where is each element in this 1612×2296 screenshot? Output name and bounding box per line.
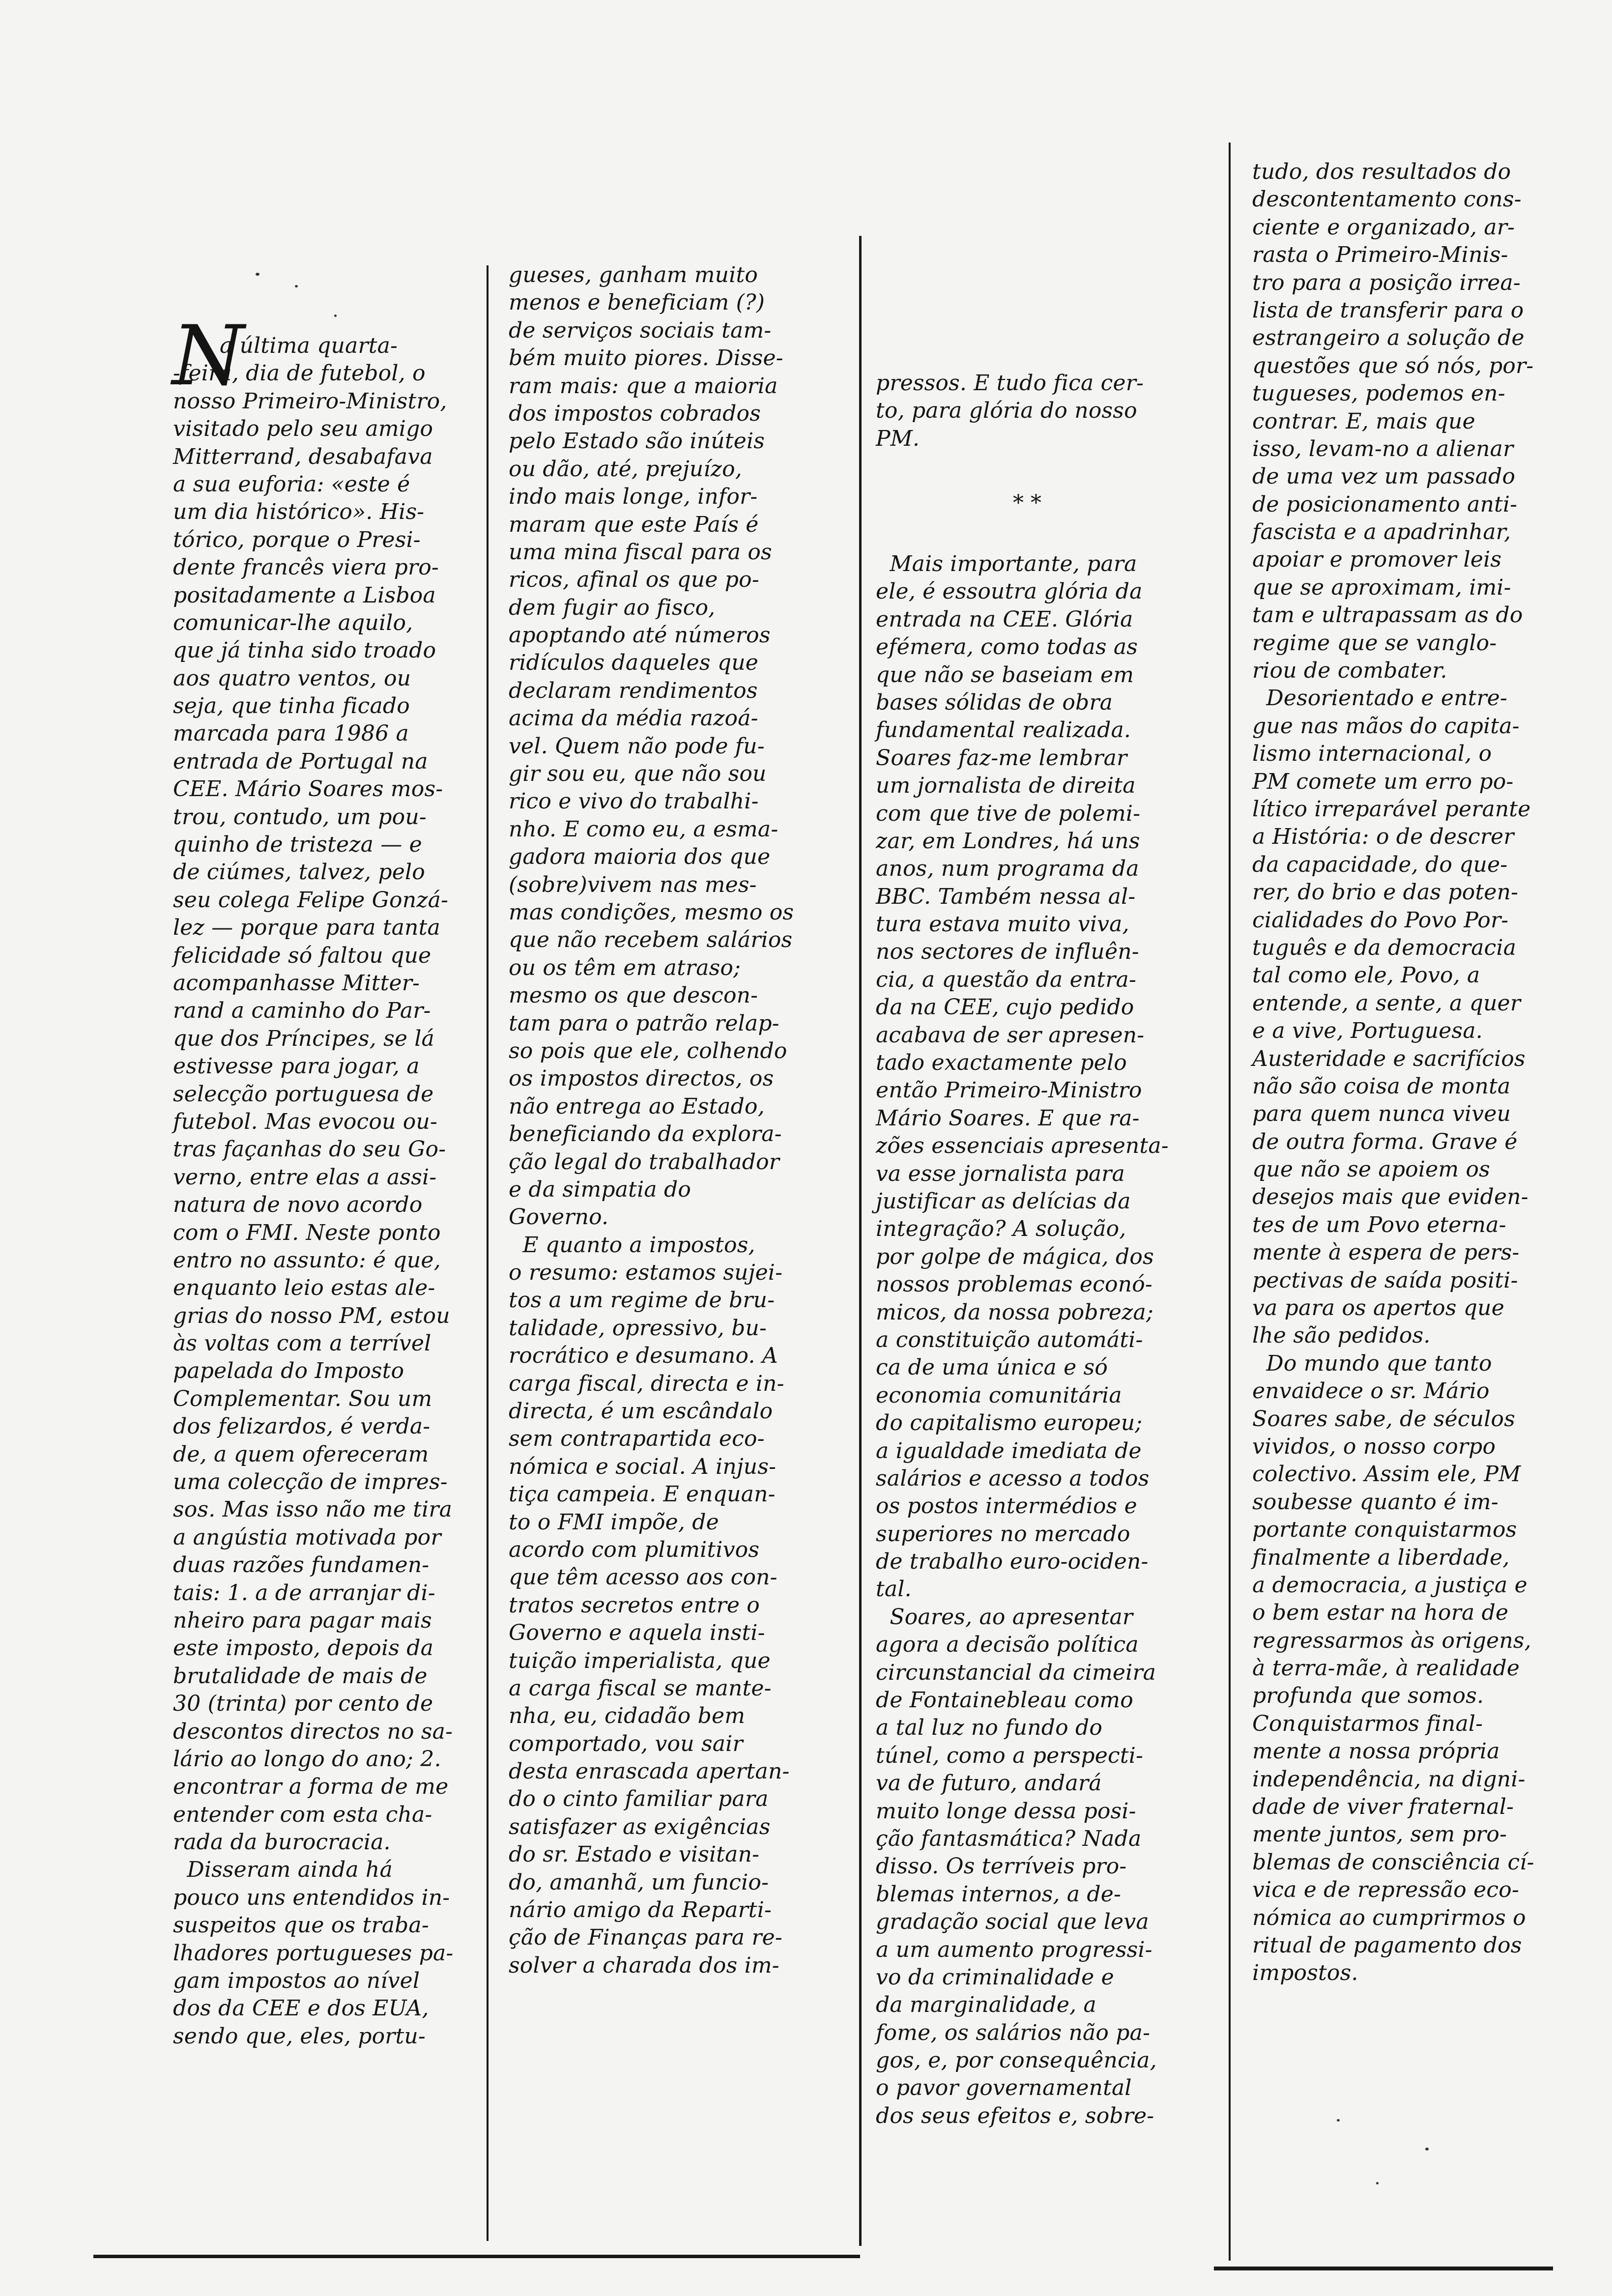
text-line: indo mais longe, infor- bbox=[509, 484, 758, 510]
text-line: Soares, ao apresentar bbox=[876, 1604, 1133, 1630]
text-line: e a vive, Portuguesa. bbox=[1252, 1018, 1483, 1044]
text-line: de trabalho euro-ociden- bbox=[876, 1549, 1149, 1575]
text-line: de posicionamento anti- bbox=[1252, 491, 1518, 517]
text-line: profunda que somos. bbox=[1252, 1683, 1484, 1709]
text-line: nos sectores de influên- bbox=[876, 939, 1139, 965]
text-line: soubesse quanto é im- bbox=[1252, 1489, 1498, 1515]
text-line: a História: o de descrer bbox=[1252, 824, 1514, 850]
text-line: Governo. bbox=[509, 1205, 609, 1230]
text-line: gos, e, por consequência, bbox=[876, 2048, 1157, 2073]
text-line: dos da CEE e dos EUA, bbox=[173, 1996, 429, 2021]
text-line: portante conquistarmos bbox=[1252, 1517, 1517, 1543]
text-line: va de futuro, andará bbox=[876, 1771, 1102, 1796]
text-line: túnel, como a perspecti- bbox=[876, 1743, 1144, 1768]
text-line: a um aumento progressi- bbox=[876, 1937, 1152, 1962]
text-line: ou dão, até, prejuízo, bbox=[509, 456, 742, 482]
text-line: acordo com plumitivos bbox=[509, 1537, 760, 1562]
text-line: anos, num programa da bbox=[876, 856, 1139, 882]
text-line: do sr. Estado e visitan- bbox=[509, 1842, 760, 1867]
text-line: futebol. Mas evocou ou- bbox=[173, 1109, 438, 1134]
scan-speck bbox=[256, 273, 259, 276]
text-line: os postos intermédios e bbox=[876, 1493, 1137, 1519]
text-line: o bem estar na hora de bbox=[1252, 1600, 1509, 1626]
text-line: gradação social que leva bbox=[876, 1909, 1149, 1935]
text-line: uma mina fiscal para os bbox=[509, 539, 772, 565]
text-line: economia comunitária bbox=[876, 1382, 1122, 1408]
scan-speck bbox=[334, 315, 337, 317]
text-line: à terra-mãe, à realidade bbox=[1252, 1656, 1520, 1681]
text-line: micos, da nossa pobreza; bbox=[876, 1299, 1154, 1325]
text-line: beneficiando da explora- bbox=[509, 1121, 782, 1147]
text-line: a sua euforia: «este é bbox=[173, 471, 410, 497]
text-line: lista de transferir para o bbox=[1252, 297, 1524, 323]
text-line: impostos. bbox=[1252, 1960, 1358, 1986]
text-line: questões que só nós, por- bbox=[1252, 353, 1534, 378]
text-line: entrada de Portugal na bbox=[173, 748, 428, 774]
text-line: mente à espera de pers- bbox=[1252, 1240, 1520, 1265]
text-line: estrangeiro a solução de bbox=[1252, 325, 1525, 351]
text-line: blemas internos, a de- bbox=[876, 1881, 1122, 1907]
text-line: marcada para 1986 a bbox=[173, 721, 409, 746]
text-line: encontrar a forma de me bbox=[173, 1774, 449, 1800]
text-line: mente juntos, sem pro- bbox=[1252, 1822, 1507, 1847]
text-line: independência, na digni- bbox=[1252, 1766, 1526, 1792]
text-line: bém muito piores. Disse- bbox=[509, 345, 783, 371]
text-line: que já tinha sido troado bbox=[173, 638, 436, 663]
text-line: o pavor governamental bbox=[876, 2075, 1132, 2101]
text-line: dente francês viera pro- bbox=[173, 555, 439, 580]
text-line: pressos. E tudo fica cer- bbox=[876, 371, 1144, 396]
text-line: tal como ele, Povo, a bbox=[1252, 963, 1480, 988]
text-line: que se aproximam, imi- bbox=[1252, 574, 1511, 600]
text-line: tal. bbox=[876, 1577, 912, 1602]
text-line: positadamente a Lisboa bbox=[173, 582, 436, 608]
text-line: às voltas com a terrível bbox=[173, 1331, 432, 1356]
text-line: tura estava muito viva, bbox=[876, 912, 1129, 937]
scan-speck bbox=[295, 285, 298, 287]
text-line: com o FMI. Neste ponto bbox=[173, 1220, 441, 1245]
text-line: seu colega Felipe Gonzá- bbox=[173, 887, 449, 913]
text-line: nho. E como eu, a esma- bbox=[509, 816, 778, 842]
text-line: -feira, dia de futebol, o bbox=[173, 361, 426, 386]
text-line: zar, em Londres, há uns bbox=[876, 828, 1140, 854]
text-line: so pois que ele, colhendo bbox=[509, 1038, 787, 1063]
text-line: tugueses, podemos en- bbox=[1252, 381, 1505, 406]
text-line: Mitterrand, desabafava bbox=[173, 444, 433, 469]
text-line: ridículos daqueles que bbox=[509, 650, 759, 676]
text-line: solver a charada dos im- bbox=[509, 1952, 779, 1978]
text-line: pelo Estado são inúteis bbox=[509, 429, 765, 454]
scan-speck bbox=[1376, 2182, 1379, 2184]
text-line: um dia histórico». His- bbox=[173, 499, 425, 525]
text-line: (sobre)vivem nas mes- bbox=[509, 872, 757, 897]
text-line: comunicar-lhe aquilo, bbox=[173, 610, 413, 635]
text-line: que não recebem salários bbox=[509, 927, 793, 953]
article-column-2 bbox=[509, 261, 833, 1980]
text-line: de serviços sociais tam- bbox=[509, 317, 772, 343]
text-line: estivesse para jogar, a bbox=[173, 1054, 420, 1079]
text-line: tos a um regime de bru- bbox=[509, 1288, 775, 1313]
text-line: Disseram ainda há bbox=[173, 1857, 393, 1883]
text-line: Complementar. Sou um bbox=[173, 1386, 432, 1411]
text-line: nosso Primeiro-Ministro, bbox=[173, 388, 447, 414]
text-line: ram mais: que a maioria bbox=[509, 373, 778, 399]
text-line: justificar as delícias da bbox=[876, 1188, 1131, 1214]
text-line: verno, entre elas a assi- bbox=[173, 1164, 437, 1190]
text-line: rocrático e desumano. A bbox=[509, 1343, 778, 1369]
text-line: colectivo. Assim ele, PM bbox=[1252, 1462, 1521, 1487]
text-line: entender com esta cha- bbox=[173, 1802, 432, 1827]
text-line: tro para a posição irrea- bbox=[1252, 270, 1521, 295]
text-line: cialidades do Povo Por- bbox=[1252, 907, 1509, 933]
text-line: ciente e organizado, ar- bbox=[1252, 214, 1515, 240]
text-line: de, a quem ofereceram bbox=[173, 1441, 429, 1467]
text-line: efémera, como todas as bbox=[876, 634, 1138, 660]
text-line: to o FMI impõe, de bbox=[509, 1509, 719, 1535]
text-line: ção de Finanças para re- bbox=[509, 1925, 782, 1951]
text-line: comportado, vou sair bbox=[509, 1731, 743, 1756]
text-line: contrar. E, mais que bbox=[1252, 408, 1475, 434]
text-line: gueses, ganham muito bbox=[509, 262, 758, 287]
text-line: Do mundo que tanto bbox=[1252, 1350, 1492, 1376]
text-line: que não se apoiem os bbox=[1252, 1157, 1490, 1182]
text-line: enquanto leio estas ale- bbox=[173, 1275, 435, 1301]
text-line: ele, é essoutra glória da bbox=[876, 579, 1143, 604]
text-line: to, para glória do nosso bbox=[876, 398, 1137, 424]
text-line: disso. Os terríveis pro- bbox=[876, 1854, 1127, 1879]
section-separator: * * bbox=[1013, 490, 1041, 516]
text-line: que têm acesso aos con- bbox=[509, 1565, 777, 1590]
text-line: isso, levam-no a alienar bbox=[1252, 436, 1514, 461]
text-line: fundamental realizada. bbox=[876, 718, 1131, 743]
text-line: suspeitos que os traba- bbox=[173, 1913, 429, 1938]
text-line: entrada na CEE. Glória bbox=[876, 606, 1133, 632]
text-line: de outra forma. Grave é bbox=[1252, 1129, 1518, 1154]
text-line: satisfazer as exigências bbox=[509, 1814, 771, 1839]
text-line: para quem nunca viveu bbox=[1252, 1101, 1511, 1127]
text-line: a constituição automáti- bbox=[876, 1327, 1143, 1352]
bottom-rule bbox=[93, 2255, 860, 2258]
text-line: a angústia motivada por bbox=[173, 1524, 441, 1550]
text-line: duas razões fundamen- bbox=[173, 1552, 430, 1578]
text-line: não são coisa de monta bbox=[1252, 1073, 1511, 1099]
text-line: acima da média razoá- bbox=[509, 706, 758, 731]
text-line: nha, eu, cidadão bem bbox=[509, 1703, 746, 1729]
text-line: pouco uns entendidos in- bbox=[173, 1885, 450, 1910]
text-line: 30 (trinta) por cento de bbox=[173, 1691, 433, 1717]
text-line: maram que este País é bbox=[509, 512, 759, 537]
text-line: tórico, porque o Presi- bbox=[173, 527, 421, 552]
text-line: do o cinto familiar para bbox=[509, 1786, 769, 1812]
text-line: entende, a sente, a quer bbox=[1252, 990, 1521, 1016]
text-line: carga fiscal, directa e in- bbox=[509, 1371, 784, 1396]
text-line: Mais importante, para bbox=[876, 551, 1137, 576]
text-line: por golpe de mágica, dos bbox=[876, 1244, 1154, 1269]
text-line: tiça campeia. E enquan- bbox=[509, 1482, 776, 1507]
text-line: seja, que tinha ficado bbox=[173, 693, 410, 719]
text-line: ção legal do trabalhador bbox=[509, 1149, 780, 1175]
text-line: bases sólidas de obra bbox=[876, 689, 1113, 715]
text-line: Desorientado e entre- bbox=[1252, 686, 1508, 711]
text-line: papelada do Imposto bbox=[173, 1358, 404, 1384]
text-line: dos impostos cobrados bbox=[509, 401, 761, 426]
text-line: BBC. Também nessa al- bbox=[876, 884, 1136, 909]
text-line: de uma vez um passado bbox=[1252, 464, 1516, 489]
text-line: regime que se vanglo- bbox=[1252, 630, 1497, 656]
text-line: nheiro para pagar mais bbox=[173, 1607, 432, 1633]
text-line: directa, é um escândalo bbox=[509, 1399, 773, 1424]
drop-cap: N bbox=[172, 308, 244, 404]
text-line: declaram rendimentos bbox=[509, 678, 758, 703]
text-line: superiores no mercado bbox=[876, 1521, 1130, 1547]
text-line: de ciúmes, talvez, pelo bbox=[173, 860, 425, 885]
text-line: sendo que, eles, portu- bbox=[173, 2023, 426, 2049]
text-line: menos e beneficiam (?) bbox=[509, 290, 765, 316]
text-line: va para os apertos que bbox=[1252, 1295, 1504, 1321]
text-line: apoiar e promover leis bbox=[1252, 547, 1502, 573]
text-line: a carga fiscal se mante- bbox=[509, 1675, 772, 1701]
text-line: aos quatro ventos, ou bbox=[173, 665, 411, 691]
text-line: descontentamento cons- bbox=[1252, 187, 1522, 212]
text-line: circunstancial da cimeira bbox=[876, 1660, 1156, 1685]
text-line: fascista e a apadrinhar, bbox=[1252, 519, 1511, 545]
text-line: nossos problemas econó- bbox=[876, 1272, 1153, 1297]
text-line: rico e vivo do trabalhi- bbox=[509, 789, 759, 814]
text-line: desejos mais que eviden- bbox=[1252, 1184, 1528, 1210]
text-line: mente a nossa própria bbox=[1252, 1739, 1500, 1764]
text-line: do capitalismo europeu; bbox=[876, 1410, 1143, 1436]
text-line: ricos, afinal os que po- bbox=[509, 567, 759, 593]
text-line: dade de viver fraternal- bbox=[1252, 1794, 1514, 1820]
text-line: nário amigo da Reparti- bbox=[509, 1897, 772, 1923]
text-line: tuição imperialista, que bbox=[509, 1648, 771, 1673]
column-rule bbox=[487, 265, 489, 2241]
text-line: a democracia, a justiça e bbox=[1252, 1572, 1527, 1598]
text-line: va esse jornalista para bbox=[876, 1161, 1125, 1186]
column-rule bbox=[1229, 143, 1231, 2261]
text-line: dem fugir ao fisco, bbox=[509, 595, 716, 620]
text-line: blemas de consciência cí- bbox=[1252, 1849, 1534, 1875]
text-line: mas condições, mesmo os bbox=[509, 899, 794, 925]
text-line: grias do nosso PM, estou bbox=[173, 1303, 450, 1328]
text-line: trou, contudo, um pou- bbox=[173, 804, 427, 830]
text-line: fome, os salários não pa- bbox=[876, 2020, 1151, 2045]
text-line: lismo internacional, o bbox=[1252, 741, 1492, 767]
text-line: ca de uma única e só bbox=[876, 1355, 1108, 1380]
bottom-rule bbox=[1214, 2267, 1553, 2270]
text-line: riou de combater. bbox=[1252, 658, 1447, 684]
text-line: lhe são pedidos. bbox=[1252, 1323, 1431, 1349]
text-line: Conquistarmos final- bbox=[1252, 1711, 1483, 1736]
text-line: gadora maioria dos que bbox=[509, 844, 771, 870]
text-line: selecção portuguesa de bbox=[173, 1081, 434, 1107]
text-line: Austeridade e sacrifícios bbox=[1252, 1046, 1526, 1071]
text-line: E quanto a impostos, bbox=[509, 1232, 755, 1258]
text-line: finalmente a liberdade, bbox=[1252, 1545, 1510, 1570]
text-line: agora a decisão política bbox=[876, 1632, 1139, 1658]
text-line: ritual de pagamento dos bbox=[1252, 1933, 1522, 1958]
text-line: o resumo: estamos sujei- bbox=[509, 1260, 783, 1286]
text-line: zões essenciais apresenta- bbox=[876, 1133, 1169, 1159]
text-line: vica e de repressão eco- bbox=[1252, 1877, 1520, 1903]
text-line: tuguês e da democracia bbox=[1252, 935, 1517, 960]
text-line: que dos Príncipes, se lá bbox=[173, 1026, 434, 1051]
text-line: CEE. Mário Soares mos- bbox=[173, 776, 443, 802]
text-line: Soares sabe, de séculos bbox=[1252, 1406, 1516, 1432]
text-line: lez — porque para tanta bbox=[173, 915, 440, 941]
text-line: com que tive de polemi- bbox=[876, 801, 1141, 826]
text-line: do, amanhã, um funcio- bbox=[509, 1869, 769, 1895]
text-line: a tal luz no fundo do bbox=[876, 1715, 1103, 1741]
text-line: tes de um Povo eterna- bbox=[1252, 1212, 1506, 1237]
text-line: tam para o patrão relap- bbox=[509, 1010, 779, 1036]
text-line: mesmo os que descon- bbox=[509, 983, 758, 1008]
article-column-3-intro bbox=[876, 370, 1200, 453]
text-line: rer, do brio e das poten- bbox=[1252, 880, 1519, 905]
text-line: vo da criminalidade e bbox=[876, 1964, 1114, 1990]
text-line: tado exactamente pelo bbox=[876, 1050, 1127, 1076]
article-column-1 bbox=[173, 332, 463, 2050]
text-line: pectivas de saída positi- bbox=[1252, 1267, 1518, 1293]
text-line: tais: 1. a de arranjar di- bbox=[173, 1580, 435, 1606]
scan-speck bbox=[1425, 2148, 1429, 2151]
text-line: PM comete um erro po- bbox=[1252, 769, 1514, 794]
text-line: dos seus efeitos e, sobre- bbox=[876, 2103, 1154, 2128]
text-line: nómica ao cumprirmos o bbox=[1252, 1905, 1526, 1930]
text-line: gir sou eu, que não sou bbox=[509, 761, 767, 787]
scan-speck bbox=[1337, 2119, 1340, 2122]
text-line: gue nas mãos do capita- bbox=[1252, 713, 1520, 739]
text-line: da na CEE, cujo pedido bbox=[876, 995, 1134, 1020]
text-line: integração? A solução, bbox=[876, 1216, 1126, 1242]
text-line: desta enrascada apertan- bbox=[509, 1759, 790, 1784]
text-line: felicidade só faltou que bbox=[173, 943, 432, 968]
text-line: visitado pelo seu amigo bbox=[173, 416, 433, 442]
text-line: rasta o Primeiro-Minis- bbox=[1252, 242, 1508, 268]
text-line: da capacidade, do que- bbox=[1252, 852, 1508, 877]
text-line: cia, a questão da entra- bbox=[876, 967, 1137, 992]
text-line: tratos secretos entre o bbox=[509, 1592, 760, 1618]
article-column-4 bbox=[1252, 158, 1547, 1987]
text-line: uma colecção de impres- bbox=[173, 1469, 448, 1495]
text-line: Governo e aquela insti- bbox=[509, 1620, 765, 1646]
text-line: sos. Mas isso não me tira bbox=[173, 1497, 452, 1522]
text-line: Mário Soares. E que ra- bbox=[876, 1105, 1140, 1131]
text-line: ção fantasmática? Nada bbox=[876, 1826, 1142, 1851]
text-line: tudo, dos resultados do bbox=[1252, 159, 1511, 184]
text-line: descontos directos no sa- bbox=[173, 1719, 453, 1744]
text-line: acabava de ser apresen- bbox=[876, 1022, 1145, 1048]
text-line: acompanhasse Mitter- bbox=[173, 970, 420, 996]
text-line: PM. bbox=[876, 426, 920, 451]
text-line: lário ao longo do ano; 2. bbox=[173, 1746, 441, 1772]
text-line: não entrega ao Estado, bbox=[509, 1093, 765, 1119]
text-line: lhadores portugueses pa- bbox=[173, 1940, 454, 1966]
text-line: envaidece o sr. Mário bbox=[1252, 1378, 1490, 1404]
text-line: e da simpatia do bbox=[509, 1177, 691, 1202]
text-line: tam e ultrapassam as do bbox=[1252, 603, 1523, 628]
text-line: vel. Quem não pode fu- bbox=[509, 733, 765, 759]
text-line: nómica e social. A injus- bbox=[509, 1454, 777, 1479]
text-line: apoptando até números bbox=[509, 623, 771, 648]
text-line: da marginalidade, a bbox=[876, 1992, 1096, 2018]
text-line: talidade, opressivo, bu- bbox=[509, 1315, 767, 1341]
text-line: ou os têm em atraso; bbox=[509, 955, 741, 980]
text-line: rada da burocracia. bbox=[173, 1830, 391, 1855]
text-line: a última quarta- bbox=[220, 333, 398, 358]
column-rule bbox=[859, 236, 862, 2246]
text-line: quinho de tristeza — e bbox=[173, 832, 422, 858]
text-line: os impostos directos, os bbox=[509, 1066, 774, 1091]
text-line: gam impostos ao nível bbox=[173, 1968, 420, 1994]
text-line: vividos, o nosso corpo bbox=[1252, 1434, 1496, 1459]
text-line: Soares faz-me lembrar bbox=[876, 745, 1127, 771]
text-line: lítico irreparável perante bbox=[1252, 796, 1531, 822]
text-line: salários e acesso a todos bbox=[876, 1465, 1150, 1491]
text-line: muito longe dessa posi- bbox=[876, 1798, 1136, 1824]
article-column-3 bbox=[876, 550, 1200, 2130]
text-line: a igualdade imediata de bbox=[876, 1438, 1142, 1464]
text-line: que não se baseiam em bbox=[876, 662, 1134, 688]
text-line: este imposto, depois da bbox=[173, 1636, 434, 1661]
text-line: tras façanhas do seu Go- bbox=[173, 1137, 446, 1162]
text-line: rand a caminho do Par- bbox=[173, 998, 431, 1024]
text-line: natura de novo acordo bbox=[173, 1192, 423, 1218]
text-line: sem contrapartida eco- bbox=[509, 1426, 765, 1452]
text-line: então Primeiro-Ministro bbox=[876, 1078, 1142, 1103]
text-line: um jornalista de direita bbox=[876, 773, 1136, 799]
text-line: de Fontainebleau como bbox=[876, 1688, 1133, 1713]
text-line: brutalidade de mais de bbox=[173, 1663, 428, 1689]
text-line: dos felizardos, é verda- bbox=[173, 1414, 431, 1439]
text-line: regressarmos às origens, bbox=[1252, 1628, 1531, 1653]
text-line: entro no assunto: é que, bbox=[173, 1247, 441, 1273]
